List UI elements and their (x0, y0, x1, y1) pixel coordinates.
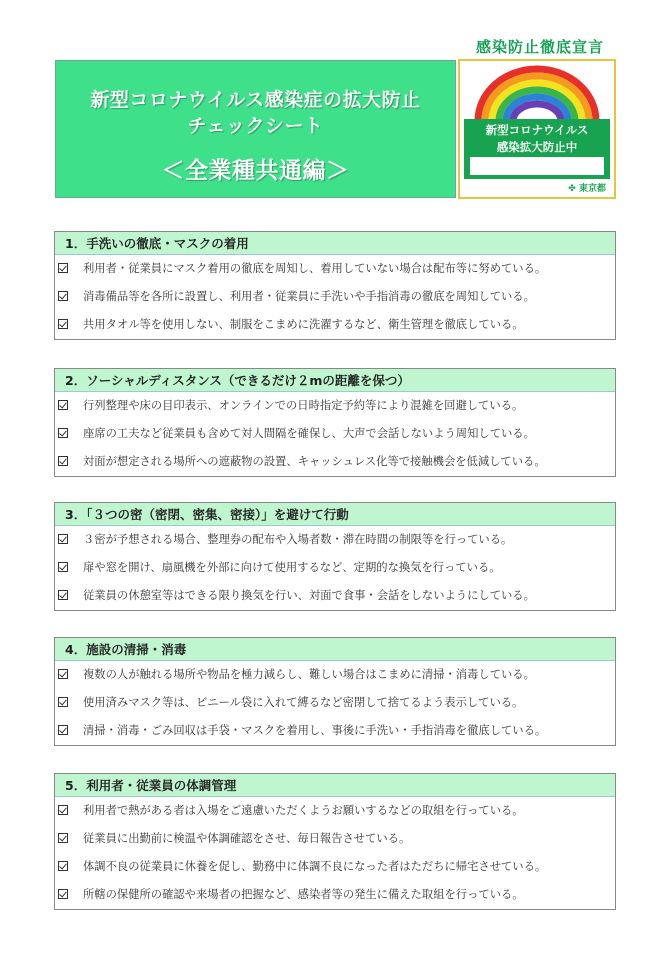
section-social-distance (54, 368, 616, 477)
section-header: 5．利用者・従業員の体調管理 (55, 774, 615, 797)
checkbox-icon (58, 562, 68, 572)
checklist-item (55, 881, 615, 909)
sticker-footer (568, 181, 606, 194)
checklist-item (55, 689, 615, 717)
checklist-item-text: 扉や窓を開け、扇風機を外部に向けて使用するなど、定期的な換気を行っている。 (83, 561, 501, 574)
checklist-item (55, 661, 615, 689)
rainbow-icon (474, 65, 600, 121)
checkbox-icon (58, 319, 68, 329)
checkbox-icon (58, 669, 68, 679)
banner-title-line1: 新型コロナウイルス感染症の拡大防止 (90, 89, 421, 111)
checklist-item (55, 255, 615, 283)
checkbox-icon (58, 889, 68, 899)
sticker-blank-field (470, 157, 604, 175)
checklist-item (55, 311, 615, 339)
section-header: 4．施設の清掃・消毒 (55, 638, 615, 661)
checklist-item (55, 582, 615, 610)
checkbox-icon (58, 291, 68, 301)
checkbox-icon (58, 428, 68, 438)
section-hand-washing-masks (54, 231, 616, 340)
banner-subtitle: ＜全業種共通編＞ (161, 158, 350, 184)
checkbox-icon (58, 263, 68, 273)
checkbox-icon (58, 805, 68, 815)
declaration-sticker (458, 59, 616, 199)
checkbox-icon (58, 861, 68, 871)
checkbox-icon (58, 725, 68, 735)
checklist-item-text: 消毒備品等を各所に設置し、利用者・従業員に手洗いや手指消毒の徹底を周知している。 (83, 290, 535, 303)
checklist-item (55, 448, 615, 476)
section-header: 3．「３つの密（密閉、密集、密接）」を避けて行動 (55, 503, 615, 526)
sticker-line1: 新型コロナウイルス (485, 123, 589, 137)
checklist-item-text: 従業員の休憩室等はできる限り換気を行い、対面で食事・会話をしないようにしている。 (83, 589, 535, 602)
checklist-item (55, 392, 615, 420)
checklist-item-text: 利用者・従業員にマスク着用の徹底を周知し、着用していない場合は配布等に努めている。 (83, 262, 547, 275)
sticker-label (464, 119, 610, 179)
section-avoid-three-cs (54, 502, 616, 611)
checklist-item (55, 554, 615, 582)
checklist-item-text: 清掃・消毒・ごみ回収は手袋・マスクを着用し、事後に手洗い・手指消毒を徹底している。 (83, 724, 547, 737)
checklist-item-text: 体調不良の従業員に休養を促し、勤務中に体調不良になった者はただちに帰宅させている。 (83, 860, 547, 873)
section-header: 1．手洗いの徹底・マスクの着用 (55, 232, 615, 255)
checklist-item (55, 825, 615, 853)
checklist-item-text: 対面が想定される場所への遮蔽物の設置、キャッシュレス化等で接触機会を低減している。 (83, 455, 546, 468)
checklist-item-text: 使用済みマスク等は、ビニール袋に入れて縛るなど密閉して捨てるよう表示している。 (83, 696, 524, 709)
declaration-title: 感染防止徹底宣言 (475, 38, 604, 56)
checklist-item-text: 利用者で熱がある者は入場をご遠慮いただくようお願いするなどの取組を行っている。 (83, 804, 524, 817)
banner-title-line2: チェックシート (187, 115, 324, 137)
section-header: 2．ソーシャルディスタンス（できるだけ２mの距離を保つ） (55, 369, 615, 392)
checklist-item-text: 座席の工夫など従業員も含めて対人間隔を確保し、大声で会話しないよう周知している。 (83, 427, 535, 440)
title-banner (55, 60, 456, 198)
checklist-item-text: 従業員に出勤前に検温や体調確認をさせ、毎日報告させている。 (83, 832, 411, 845)
checkbox-icon (58, 697, 68, 707)
checkbox-icon (58, 833, 68, 843)
sticker-footer-text: 東京都 (578, 184, 606, 194)
sticker-line2: 感染拡大防止中 (496, 140, 578, 154)
checklist-item-text: 共用タオル等を使用しない、制服をこまめに洗濯するなど、衛生管理を徹底している。 (83, 318, 524, 331)
checkbox-icon (58, 400, 68, 410)
section-health-management (54, 773, 616, 910)
checklist-item-text: ３密が予想される場合、整理券の配布や入場者数・滞在時間の制限等を行っている。 (83, 533, 513, 546)
checklist-item (55, 526, 615, 554)
checkbox-icon (58, 534, 68, 544)
checklist-item (55, 283, 615, 311)
section-cleaning-disinfection (54, 637, 616, 746)
checkbox-icon (58, 456, 68, 466)
checklist-item-text: 複数の人が触れる場所や物品を極力減らし、難しい場合はこまめに清掃・消毒している。 (83, 668, 535, 681)
checkbox-icon (58, 590, 68, 600)
checklist-item-text: 行列整理や床の目印表示、オンラインでの日時指定予約等により混雑を回避している。 (83, 399, 524, 412)
checklist-item (55, 420, 615, 448)
checklist-item (55, 717, 615, 745)
checklist-item (55, 853, 615, 881)
checklist-item (55, 797, 615, 825)
checklist-item-text: 所轄の保健所の確認や来場者の把握など、感染者等の発生に備えた取組を行っている。 (83, 888, 524, 901)
tokyo-logo-icon: ✤ (568, 184, 576, 194)
